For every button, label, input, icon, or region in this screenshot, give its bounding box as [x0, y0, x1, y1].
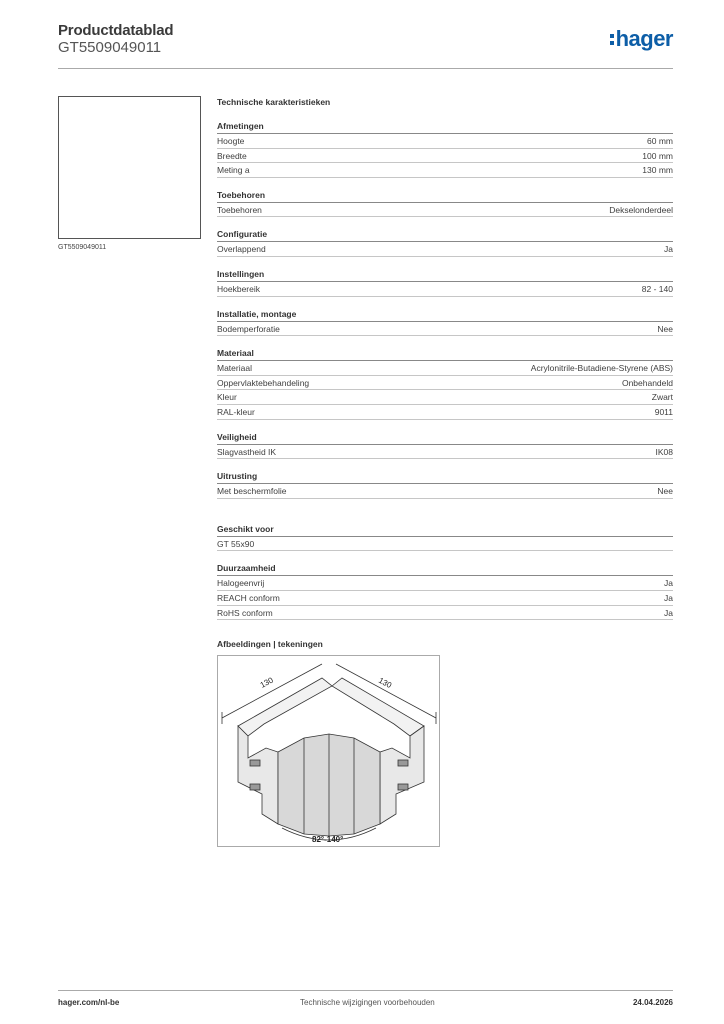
group-title: Installatie, montage [217, 307, 673, 322]
spec-group-geschikt-voor [217, 522, 673, 552]
spec-row [217, 242, 673, 257]
dim-right-label: 130 [377, 675, 394, 691]
spec-row [217, 576, 673, 591]
spec-row [217, 149, 673, 164]
group-title: Duurzaamheid [217, 561, 673, 576]
spec-row [217, 591, 673, 606]
spec-group-installatie [217, 307, 673, 337]
row-label: RAL-kleur [217, 406, 255, 417]
row-label: Breedte [217, 150, 247, 161]
dim-left-label: 130 [258, 675, 275, 690]
spec-row [217, 322, 673, 337]
row-value: Ja [664, 244, 673, 255]
product-thumbnail [58, 96, 201, 239]
row-label: Bodemperforatie [217, 323, 280, 334]
group-title: Veiligheid [217, 430, 673, 445]
footer-website-link[interactable]: hager.com/nl-be [58, 998, 120, 1007]
row-label: Halogeenvrij [217, 578, 265, 589]
row-label: Materiaal [217, 363, 252, 374]
row-value: 130 mm [642, 165, 673, 176]
spec-group-toebehoren [217, 188, 673, 218]
row-value: 100 mm [642, 150, 673, 161]
row-label: Oppervlaktebehandeling [217, 377, 310, 388]
row-label: REACH conform [217, 592, 280, 603]
row-value: Dekselonderdeel [609, 204, 673, 215]
spec-row [217, 376, 673, 391]
row-value: Ja [664, 592, 673, 603]
spec-row [217, 282, 673, 297]
spec-row [217, 484, 673, 499]
logo-text: hager [615, 26, 673, 51]
row-value: IK08 [655, 446, 673, 457]
row-label: Meting a [217, 165, 250, 176]
row-label: Hoekbereik [217, 283, 260, 294]
spec-group-configuratie [217, 227, 673, 257]
group-title: Geschikt voor [217, 522, 673, 537]
spec-content [217, 95, 673, 651]
spec-row [217, 361, 673, 376]
spec-row [217, 606, 673, 621]
page-header [58, 20, 673, 70]
row-label: Hoogte [217, 136, 245, 146]
group-title: Afmetingen [217, 119, 673, 134]
row-value: Ja [664, 607, 673, 618]
row-label: Toebehoren [217, 204, 262, 215]
row-value: Nee [657, 323, 673, 334]
group-title: Toebehoren [217, 188, 673, 203]
group-title: Instellingen [217, 267, 673, 282]
spec-row [217, 134, 673, 149]
group-title: Uitrusting [217, 469, 673, 484]
spec-group-instellingen [217, 267, 673, 297]
footer-notice: Technische wijzigingen voorbehouden [300, 998, 435, 1007]
row-value: 60 mm [647, 136, 673, 146]
row-value: Nee [657, 486, 673, 497]
footer-date: 24.04.2026 [632, 998, 673, 1007]
hager-logo [610, 28, 673, 50]
document-title: Productdatablad [58, 22, 174, 39]
header-divider [58, 68, 673, 69]
spec-row [217, 390, 673, 405]
thumbnail-caption: GT5509049011 [58, 244, 107, 251]
group-title: Configuratie [217, 227, 673, 242]
spec-heading: Technische karakteristieken [217, 97, 331, 107]
images-title: Afbeeldingen | tekeningen [217, 639, 323, 650]
row-value: Onbehandeld [621, 377, 673, 388]
row-label: Kleur [217, 392, 237, 403]
spec-row [217, 537, 673, 552]
group-title: Materiaal [217, 346, 673, 361]
footer-divider [58, 990, 673, 991]
row-label: Overlappend [217, 244, 266, 255]
row-label: RoHS conform [217, 607, 273, 618]
row-value: Acrylonitrile-Butadiene-Styrene (ABS) [530, 363, 673, 374]
spec-row [217, 405, 673, 420]
logo-dots-icon [610, 31, 614, 47]
row-value: 82 - 140 [641, 283, 673, 294]
row-value: 9011 [654, 406, 673, 417]
spec-row [217, 163, 673, 178]
row-value: Ja [664, 578, 673, 589]
angle-label: 82°-140° [312, 835, 344, 844]
corner-drawing-icon [218, 656, 439, 846]
spec-row [217, 203, 673, 218]
spec-group-uitrusting [217, 469, 673, 499]
spec-group-afmetingen [217, 119, 673, 178]
spec-group-materiaal [217, 346, 673, 419]
technical-drawing [217, 655, 440, 847]
row-value: Zwart [651, 392, 673, 403]
product-code: GT5509049011 [58, 39, 162, 56]
row-label: Met beschermfolie [217, 486, 287, 497]
row-label: Slagvastheid IK [217, 446, 277, 457]
row-label: GT 55x90 [217, 538, 255, 549]
spec-group-veiligheid [217, 430, 673, 460]
spec-group-duurzaamheid [217, 561, 673, 620]
spec-row [217, 445, 673, 460]
